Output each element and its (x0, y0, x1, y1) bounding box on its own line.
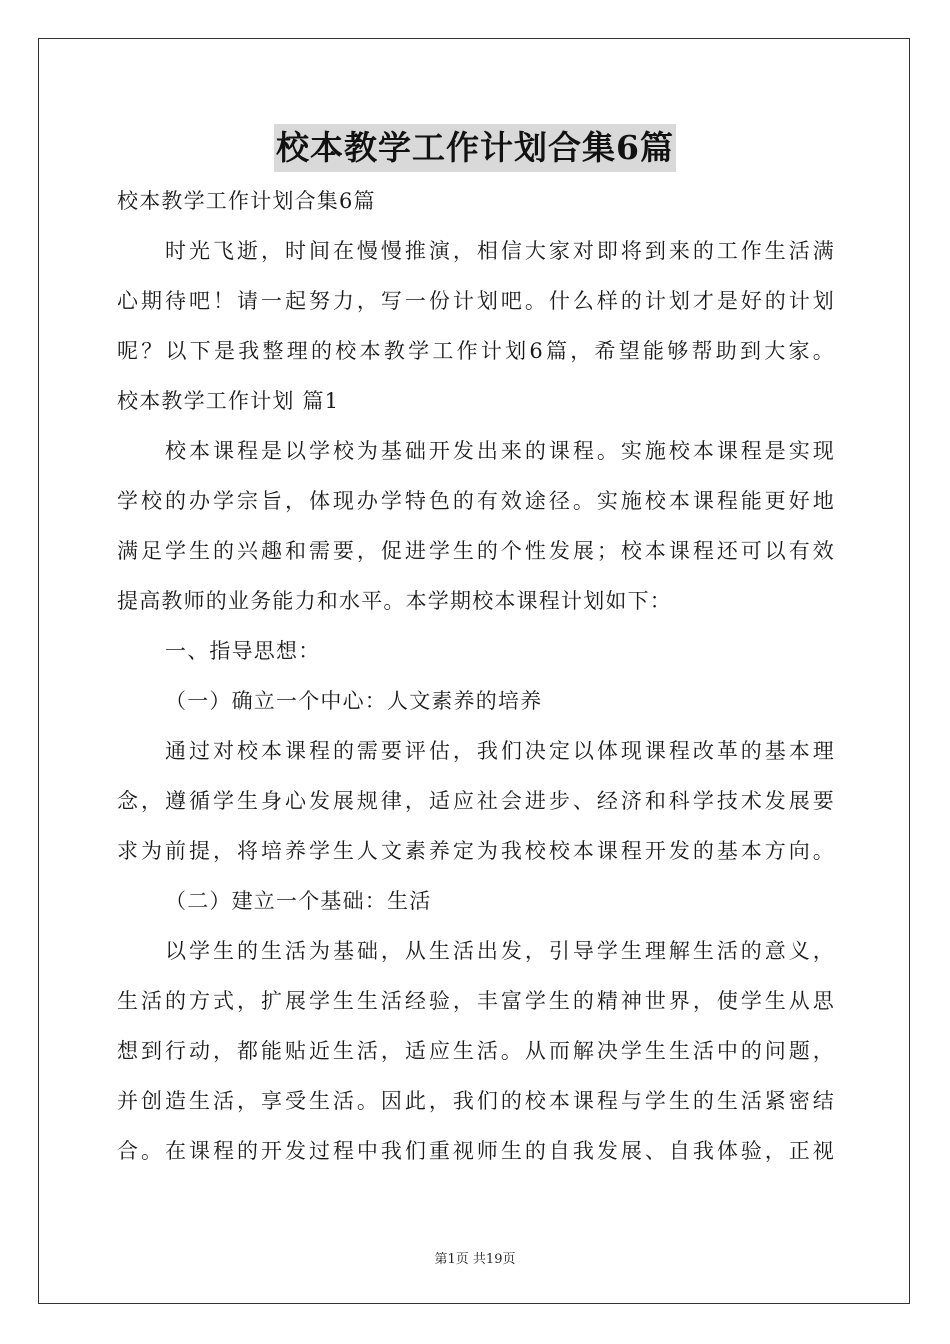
title-container (0, 124, 950, 172)
text-line: （二）建立一个基础：生活 (165, 889, 432, 913)
text-line: 以学生的生活为基础，从生活出发，引导学生理解生活的意义， (165, 939, 835, 963)
text-line: 生活的方式，扩展学生生活经验，丰富学生的精神世界，使学生从思 (117, 989, 835, 1013)
text-line: 满足学生的兴趣和需要，促进学生的个性发展；校本课程还可以有效 (117, 539, 835, 563)
text-line: 心期待吧！请一起努力，写一份计划吧。什么样的计划才是好的计划 (117, 289, 835, 313)
text-line: 并创造生活，享受生活。因此，我们的校本课程与学生的生活紧密结 (117, 1089, 835, 1113)
text-line: 时光飞逝，时间在慢慢推演，相信大家对即将到来的工作生活满 (165, 239, 835, 263)
page-footer: 第1页 共19页 (434, 1252, 516, 1267)
text-line: （一）确立一个中心：人文素养的培养 (165, 689, 543, 713)
text-line: 求为前提，将培养学生人文素养定为我校校本课程开发的基本方向。 (117, 839, 835, 863)
text-line: 校本教学工作计划 篇1 (117, 389, 340, 413)
text-line: 念，遵循学生身心发展规律，适应社会进步、经济和科学技术发展要 (117, 789, 835, 813)
text-line: 通过对校本课程的需要评估，我们决定以体现课程改革的基本理 (165, 739, 835, 763)
document-title: 校本教学工作计划合集6篇 (274, 124, 676, 172)
text-line: 校本课程是以学校为基础开发出来的课程。实施校本课程是实现 (165, 439, 835, 463)
text-line: 校本教学工作计划合集6篇 (117, 189, 376, 213)
text-line: 呢？以下是我整理的校本教学工作计划6篇，希望能够帮助到大家。 (117, 339, 835, 363)
text-line: 提高教师的业务能力和水平。本学期校本课程计划如下： (117, 589, 672, 613)
document-body (117, 176, 835, 1176)
text-line: 想到行动，都能贴近生活，适应生活。从而解决学生生活中的问题， (117, 1039, 835, 1063)
text-line: 合。在课程的开发过程中我们重视师生的自我发展、自我体验，正视 (117, 1139, 835, 1163)
text-line: 一、指导思想： (165, 639, 321, 663)
text-line: 学校的办学宗旨，体现办学特色的有效途径。实施校本课程能更好地 (117, 489, 835, 513)
